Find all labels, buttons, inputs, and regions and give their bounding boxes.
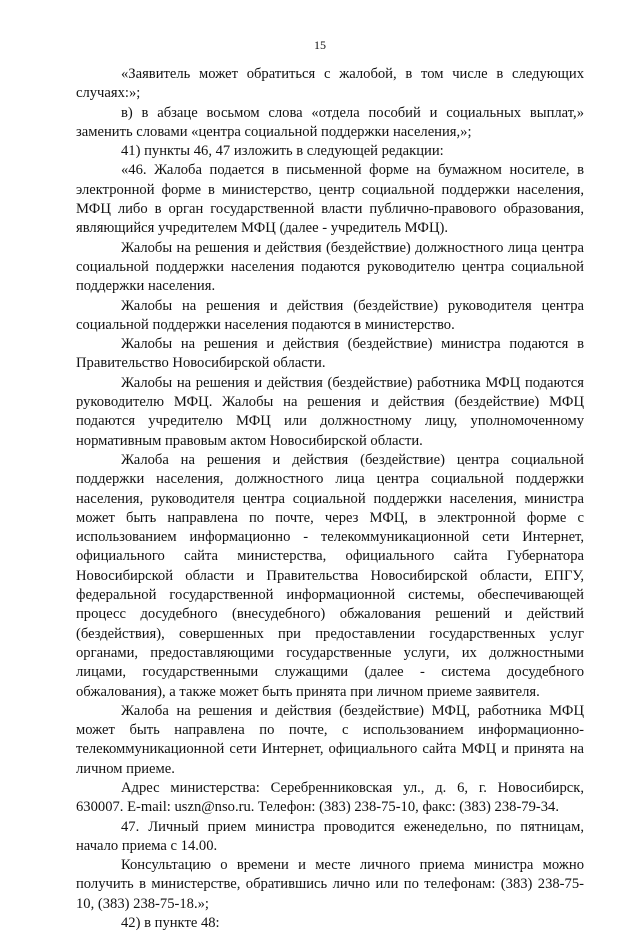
paragraph: Жалобы на решения и действия (бездействие) руководителя центра социальной поддержки населения подаются в министерство. [76, 297, 584, 333]
paragraph: Консультацию о времени и месте личного приема министра можно получить в министерстве, обратившись лично или по телефонам: (383) 238-75-10, (383) 238-75-18.»; [76, 857, 584, 912]
paragraph: в) в абзаце восьмом слова «отдела пособий и социальных выплат,» заменить словами «центра социальной поддержки населения,»; [76, 104, 584, 140]
paragraph: «Заявитель может обратиться с жалобой, в том числе в следующих случаях:»; [76, 66, 584, 102]
paragraph: Жалобы на решения и действия (бездействие) министра подаются в Правительство Новосибирской области. [76, 336, 584, 372]
paragraph: Жалобы на решения и действия (бездействие) работника МФЦ подаются руководителю МФЦ. Жалобы на решения и действия (бездействие) МФЦ подаются учредителю МФЦ или должностному лицу, уполномоченному нормативным правовым актом Новосибирской области. [76, 374, 584, 449]
paragraph: Жалоба на решения и действия (бездействие) МФЦ, работника МФЦ может быть направлена по почте, с использованием информационно-телекоммуникационной сети Интернет, официального сайта МФЦ и принята на личном приеме. [76, 702, 584, 777]
paragraph: 41) пункты 46, 47 изложить в следующей редакции: [121, 143, 444, 160]
paragraph: Жалобы на решения и действия (бездействие) должностного лица центра социальной поддержки населения подаются руководителю центра социальной поддержки населения. [76, 239, 584, 295]
paragraph: Адрес министерства: Серебренниковская ул., д. 6, г. Новосибирск, 630007. E-mail: uszn@nso.ru. Телефон: (383) 238-75-10, факс: (383) 238-79-34. [76, 779, 584, 816]
paragraph: Жалоба на решения и действия (бездействие) центра социальной поддержки населения, должностного лица центра социальной поддержки населения, руководителя центра социальной поддержки населения, министра может быть направлена по почте, через МФЦ, в электронной форме с использованием информационно - телекоммуникационной сети Интернет, официального сайта министерства, официального сайта Губернатора Новосибирской области и Правительства Новосибирской области, ЕПГУ, федеральной государственной информационной системы, обеспечивающей процесс досудебного (внесудебного) обжалования решений и действий (бездействия), совершенных при предоставлении государственных услуг органами, предоставляющими государственные услуги, их должностными лицами, государственными служащими (далее - система досудебного обжалования), а также может быть принята при личном приеме заявителя. [76, 451, 584, 700]
document-body [76, 65, 584, 933]
paragraph: 42) в пункте 48: [121, 915, 220, 932]
page-number: 15 [314, 38, 326, 52]
paragraph: 47. Личный прием министра проводится еженедельно, по пятницам, начало приема с 14.00. [76, 818, 584, 854]
paragraph: «46. Жалоба подается в письменной форме на бумажном носителе, в электронной форме в министерство, центр социальной поддержки населения, МФЦ либо в орган государственной власти публично-правового образования, являющийся учредителем МФЦ (далее - учредитель МФЦ). [76, 162, 584, 237]
